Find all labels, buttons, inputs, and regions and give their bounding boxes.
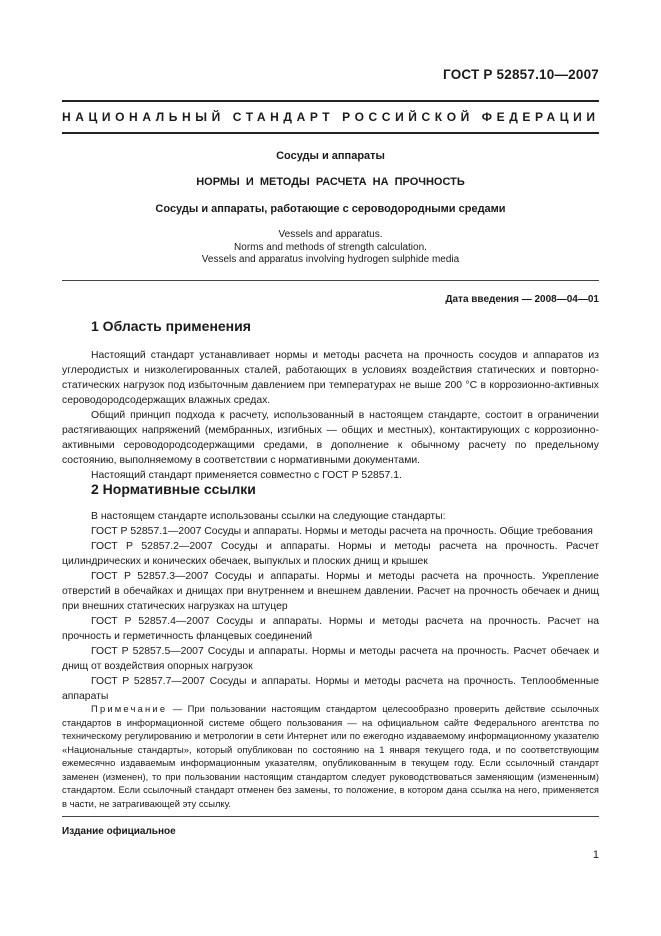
national-standard-banner: НАЦИОНАЛЬНЫЙ СТАНДАРТ РОССИЙСКОЙ ФЕДЕРАЦИИ xyxy=(62,110,600,124)
header-rule-bottom xyxy=(62,132,599,134)
section-1-heading: 1 Область применения xyxy=(91,318,251,334)
section-1-body xyxy=(62,348,599,483)
section-1-paragraph-3: Настоящий стандарт применяется совместно с ГОСТ Р 52857.1. xyxy=(91,470,402,481)
note-label: Примечание xyxy=(91,703,168,714)
english-title-line-1: Vessels and apparatus. xyxy=(278,229,383,240)
reference-item: ГОСТ Р 52857.4—2007 Сосуды и аппараты. Нормы и методы расчета на прочность. Расчет на прочность и герметичность фланцевых соединений xyxy=(62,616,599,642)
note-text: — При пользовании настоящим стандартом целесообразно проверить действие ссылочных стандартов в информационной системе общего пользования — на официальном сайте Федерального агентства по техническому регулированию и метрологии в сети Интернет или по ежегодно издаваемому информационному указателю «Национальные стандарты», который опубликован по состоянию на 1 января текущего года, и по соответствующим ежемесячно издаваемым информационным указателям, опубликованным в текущем году. Если ссылочный стандарт заменен (изменен), то при пользовании настоящим стандартом следует руководствоваться заменяющим (измененным) стандартом. Если ссылочный стандарт отменен без замены, то положение, в котором дана ссылка на него, применяется в части, не затрагивающей эту ссылку. xyxy=(62,703,599,809)
official-edition: Издание официальное xyxy=(62,826,176,837)
title-line-3: Сосуды и аппараты, работающие с сероводородными средами xyxy=(155,203,506,215)
title-rule xyxy=(62,280,599,281)
note-block xyxy=(62,702,599,810)
section-1-paragraph-2: Общий принцип подхода к расчету, использованный в настоящем стандарте, состоит в ограничении растягивающих напряжений (мембранных, изгибных — общих и местных), контактирующих с коррозионно-активными сероводородсодержащими средами, в дополнение к обычному расчету по предельному состоянию, выполняемому в соответствии с нормативными документами. xyxy=(62,410,599,466)
title-line-1: Сосуды и аппараты xyxy=(276,150,385,162)
document-code: ГОСТ Р 52857.10—2007 xyxy=(443,67,599,82)
reference-item: ГОСТ Р 52857.7—2007 Сосуды и аппараты. Нормы и методы расчета на прочность. Теплообменные аппараты xyxy=(62,676,599,702)
reference-item: ГОСТ Р 52857.3—2007 Сосуды и аппараты. Нормы и методы расчета на прочность. Укрепление отверстий в обечайках и днищах при внутреннем и внешнем давлении. Расчет на прочность обечаек и днищ при внешних статических нагрузках на штуцер xyxy=(62,571,599,612)
footer-rule xyxy=(62,816,599,817)
section-2-body xyxy=(62,509,599,704)
note-paragraph xyxy=(62,702,599,810)
section-1-paragraph-1: Настоящий стандарт устанавливает нормы и методы расчета на прочность сосудов и аппаратов из углеродистых и низколегированных сталей, работающих в условиях воздействия статических и повторно-статических нагрузок под избыточным давлением при температурах не выше 200 °С в коррозионно-активных сероводородсодержащих влажных средах. xyxy=(62,350,599,406)
reference-item: ГОСТ Р 52857.5—2007 Сосуды и аппараты. Нормы и методы расчета на прочность. Расчет обечаек и днищ от воздействия опорных нагрузок xyxy=(62,646,599,672)
introduction-date: Дата введения — 2008—04—01 xyxy=(445,294,599,305)
english-title-line-3: Vessels and apparatus involving hydrogen sulphide media xyxy=(201,254,460,265)
title-line-2: НОРМЫ И МЕТОДЫ РАСЧЕТА НА ПРОЧНОСТЬ xyxy=(196,176,465,188)
page-number: 1 xyxy=(592,849,599,861)
english-title xyxy=(62,229,599,267)
reference-item: ГОСТ Р 52857.2—2007 Сосуды и аппараты. Нормы и методы расчета на прочность. Расчет цилиндрических и конических обечаек, выпуклых и плоских днищ и крышек xyxy=(62,541,599,567)
header-rule-top xyxy=(62,100,599,102)
section-2-intro: В настоящем стандарте использованы ссылки на следующие стандарты: xyxy=(91,511,446,522)
english-title-line-2: Norms and methods of strength calculation. xyxy=(234,241,427,253)
reference-item: ГОСТ Р 52857.1—2007 Сосуды и аппараты. Нормы и методы расчета на прочность. Общие требования xyxy=(91,526,593,537)
section-2-heading: 2 Нормативные ссылки xyxy=(91,481,256,497)
